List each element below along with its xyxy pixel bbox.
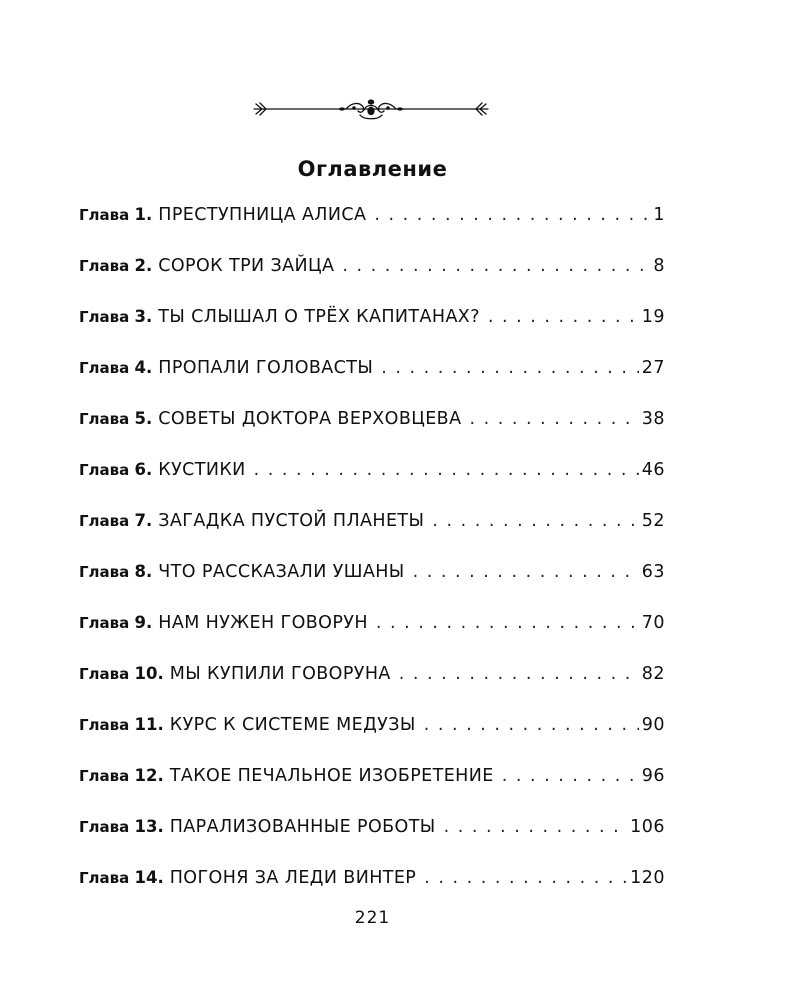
chapter-word: Глава <box>79 410 130 428</box>
chapter-word: Глава <box>79 359 130 377</box>
chapter-title: СОВЕТЫ ДОКТОРА ВЕРХОВЦЕВА <box>158 409 462 429</box>
dot-leader <box>381 354 639 382</box>
chapter-number: 13. <box>134 817 164 836</box>
dot-leader <box>424 864 627 892</box>
chapter-page-number: 52 <box>641 511 665 531</box>
chapter-number: 12. <box>134 766 164 785</box>
toc-entry <box>79 609 665 660</box>
dot-leader <box>399 660 639 688</box>
dot-leader <box>376 609 639 637</box>
chapter-label <box>79 558 152 586</box>
chapter-page-number: 38 <box>641 409 665 429</box>
chapter-label <box>79 864 164 892</box>
chapter-title: КУСТИКИ <box>158 460 246 480</box>
dot-leader <box>432 507 638 535</box>
chapter-word: Глава <box>79 308 130 326</box>
chapter-title: СОРОК ТРИ ЗАЙЦА <box>158 256 335 276</box>
chapter-page-number: 90 <box>641 715 665 735</box>
chapter-page-number: 82 <box>641 664 665 684</box>
toc-entry <box>79 813 665 864</box>
toc-entry <box>79 558 665 609</box>
chapter-number: 6. <box>134 460 153 479</box>
chapter-word: Глава <box>79 461 130 479</box>
chapter-title: ПАРАЛИЗОВАННЫЕ РОБОТЫ <box>169 817 436 837</box>
chapter-page-number: 70 <box>641 613 665 633</box>
decorative-divider-icon <box>250 94 492 124</box>
chapter-label <box>79 660 164 688</box>
toc-entry <box>79 252 665 303</box>
chapter-number: 3. <box>134 307 153 326</box>
chapter-page-number: 46 <box>641 460 665 480</box>
chapter-word: Глава <box>79 767 130 785</box>
chapter-page-number: 96 <box>641 766 665 786</box>
chapter-number: 14. <box>134 868 164 887</box>
chapter-title: ПРОПАЛИ ГОЛОВАСТЫ <box>158 358 374 378</box>
chapter-page-number: 27 <box>641 358 665 378</box>
chapter-number: 9. <box>134 613 153 632</box>
chapter-word: Глава <box>79 614 130 632</box>
toc-list <box>79 201 665 915</box>
chapter-word: Глава <box>79 206 130 224</box>
chapter-label <box>79 762 164 790</box>
dot-leader <box>444 813 627 841</box>
chapter-page-number: 8 <box>653 256 665 276</box>
toc-entry <box>79 303 665 354</box>
chapter-word: Глава <box>79 818 130 836</box>
chapter-title: ЗАГАДКА ПУСТОЙ ПЛАНЕТЫ <box>158 511 425 531</box>
toc-entry <box>79 711 665 762</box>
chapter-label <box>79 711 164 739</box>
chapter-label <box>79 813 164 841</box>
dot-leader <box>502 762 639 790</box>
dot-leader <box>342 252 650 280</box>
chapter-title: НАМ НУЖЕН ГОВОРУН <box>158 613 368 633</box>
chapter-label <box>79 456 152 484</box>
chapter-page-number: 120 <box>630 868 665 888</box>
chapter-page-number: 106 <box>630 817 665 837</box>
chapter-page-number: 1 <box>653 205 665 225</box>
toc-entry <box>79 405 665 456</box>
chapter-label <box>79 201 152 229</box>
chapter-number: 2. <box>134 256 153 275</box>
dot-leader <box>488 303 639 331</box>
chapter-word: Глава <box>79 716 130 734</box>
chapter-title: МЫ КУПИЛИ ГОВОРУНА <box>169 664 391 684</box>
chapter-word: Глава <box>79 665 130 683</box>
chapter-title: ЧТО РАССКАЗАЛИ УШАНЫ <box>158 562 405 582</box>
page-number: 221 <box>354 908 391 928</box>
chapter-number: 8. <box>134 562 153 581</box>
dot-leader <box>413 558 639 586</box>
dot-leader <box>469 405 638 433</box>
dot-leader <box>424 711 639 739</box>
chapter-number: 1. <box>134 205 153 224</box>
dot-leader <box>374 201 650 229</box>
toc-entry <box>79 201 665 252</box>
chapter-number: 11. <box>134 715 164 734</box>
chapter-word: Глава <box>79 257 130 275</box>
chapter-number: 5. <box>134 409 153 428</box>
chapter-title: КУРС К СИСТЕМЕ МЕДУЗЫ <box>169 715 416 735</box>
chapter-page-number: 19 <box>641 307 665 327</box>
chapter-title: ПРЕСТУПНИЦА АЛИСА <box>158 205 367 225</box>
chapter-title: ПОГОНЯ ЗА ЛЕДИ ВИНТЕР <box>169 868 417 888</box>
toc-entry <box>79 762 665 813</box>
toc-entry <box>79 507 665 558</box>
chapter-label <box>79 609 152 637</box>
toc-entry <box>79 456 665 507</box>
chapter-number: 10. <box>134 664 164 683</box>
chapter-title: ТЫ СЛЫШАЛ О ТРЁХ КАПИТАНАХ? <box>158 307 480 327</box>
chapter-label <box>79 405 152 433</box>
chapter-label <box>79 252 152 280</box>
chapter-label <box>79 507 152 535</box>
toc-entry <box>79 660 665 711</box>
chapter-word: Глава <box>79 512 130 530</box>
chapter-word: Глава <box>79 563 130 581</box>
chapter-label <box>79 354 152 382</box>
chapter-page-number: 63 <box>641 562 665 582</box>
chapter-title: ТАКОЕ ПЕЧАЛЬНОЕ ИЗОБРЕТЕНИЕ <box>169 766 494 786</box>
chapter-label <box>79 303 152 331</box>
chapter-number: 7. <box>134 511 153 530</box>
chapter-number: 4. <box>134 358 153 377</box>
toc-entry <box>79 354 665 405</box>
toc-heading: Оглавление <box>297 157 448 181</box>
chapter-word: Глава <box>79 869 130 887</box>
dot-leader <box>254 456 639 484</box>
